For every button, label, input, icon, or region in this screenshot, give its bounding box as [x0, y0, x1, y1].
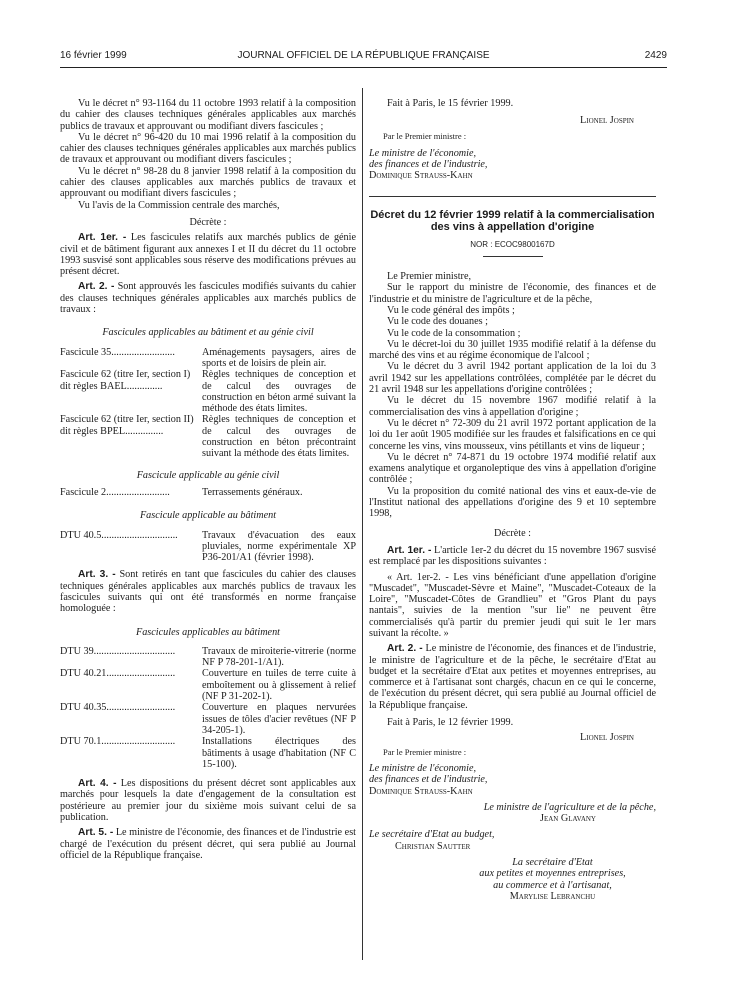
fascicule-list [60, 487, 356, 498]
visa-paragraph: Vu le code de la consommation ; [387, 327, 521, 339]
minister-title: Le secrétaire d'Etat au budget, [369, 829, 495, 841]
secretary-signature-block [369, 857, 656, 902]
fascicule-description: Couverture en plaques nervurées issues de tôles d'acier revêtues (NF P 34-205-1). [202, 702, 356, 736]
fascicule-row [60, 530, 356, 564]
fascicule-reference: DTU 70.1............................. [60, 736, 176, 748]
visa-paragraph: Vu le décret n° 93-1164 du 11 octobre 1993 relatif à la composition du cahier des clauses techniques générales applicables aux marchés publics de travaux et approuvant ou modifiant divers fascicules ; [60, 98, 356, 132]
fascicule-reference: Fascicule 62 (titre Ier, section II) dit règles BPEL............... [60, 414, 194, 437]
header-rule [60, 67, 667, 68]
fascicule-reference: DTU 40.21........................... [60, 668, 176, 680]
signature-name: Lionel Jospin [580, 115, 634, 127]
fascicule-description: Couverture en tuiles de terre cuite à emboîtement ou à glissement à relief (NF P 31-202-1). [202, 668, 356, 703]
fascicule-description: Travaux de miroiterie-vitrerie (norme NF P 78-201-1/A1). [202, 645, 356, 669]
section-title: Fascicule applicable au génie civil [136, 469, 280, 481]
article-1 [369, 545, 656, 568]
fascicule-reference: Fascicule 35......................... [60, 346, 175, 358]
article-label: Art. 2. - [387, 643, 423, 655]
minister-name: Dominique Strauss-Kahn [369, 170, 473, 182]
fascicule-description: Terrassements généraux. [202, 486, 303, 498]
article-2 [369, 643, 656, 711]
fascicule-description: Installations électriques des bâtiments à usage d'habitation (NF C 15-100). [202, 736, 356, 770]
fascicule-list [60, 530, 356, 564]
fascicule-reference: DTU 39................................ [60, 645, 176, 657]
article-text: Les dispositions du présent décret sont applicables aux marchés pour lesquels la date d'engagement de la consultation est postérieure au premier jour du sixième mois suivant celui de sa publication. [60, 778, 356, 824]
fascicule-row [60, 668, 356, 702]
minister-name: Dominique Strauss-Kahn [369, 785, 473, 797]
visa-paragraph: Vu le code des douanes ; [387, 316, 488, 328]
nor-reference: NOR : ECOC9800167D [470, 239, 555, 249]
fascicule-description: Aménagements paysagers, aires de sports et de loisirs de plein air. [202, 346, 356, 369]
article-text: Le ministre de l'économie, des finances et de l'industrie, le ministre de l'agriculture et de la pêche, le secrétaire d'Etat au budget et la secrétaire d'Etat aux petites et moyennes entreprises, au commerce et à l'artisanat sont chargés, chacun en ce qui le concerne, de l'exécution du présent décret, qui sera publié au Journal officiel de la République française. [369, 643, 656, 711]
fascicule-list [60, 646, 356, 770]
article-text: Sont retirés en tant que fascicules du cahier des clauses techniques générales applicables aux marchés publics de travaux les fascicules suivants qui ont été transformés en norme française homologuée : [60, 569, 356, 615]
par-le-premier-ministre: Par le Premier ministre : [383, 746, 467, 757]
article-1 [60, 232, 356, 277]
section-title: Fascicule applicable au bâtiment [139, 510, 277, 522]
visa-paragraph: Vu l'avis de la Commission centrale des marchés, [78, 199, 280, 211]
visa-paragraph: Vu le décret-loi du 30 juillet 1935 modifié relatif à la défense du marché des vins et au régime économique de l'alcool ; [369, 338, 656, 362]
article-1-quote: « Art. 1er-2. - Les vins bénéficiant d'une appellation d'origine "Muscadet", "Muscadet-Sèvre et Maine", "Muscadet-Coteaux de la Loire", "Muscadet-Côtes de Grandlieu" et "Gros Plant du pays nantais", suivies de la mention "sur lie" ne peuvent être commercialisés qu'à partir du premier jeudi qui suit le 1er mars suivant la récolte. » [369, 571, 656, 639]
fascicule-description: Règles techniques de conception et de calcul des ouvrages de construction en béton armé suivant la méthode des états limites. [202, 369, 356, 415]
article-4 [60, 778, 356, 823]
minister-title: Le ministre de l'agriculture et de la pêche, [483, 801, 656, 813]
decree-title: Décret du 12 février 1999 relatif à la commercialisation des vins à appellation d'origine [370, 208, 655, 233]
page-header [60, 50, 667, 64]
minister-name: Christian Sautter [395, 840, 471, 852]
decrete-heading: Décrète : [493, 527, 532, 539]
visa-paragraph: Vu le décret n° 72-309 du 21 avril 1972 portant application de la loi du 1er août 1905 modifiée sur les fraudes et falsifications en ce qui concerne les vins, vins mousseux, vins pétillants et vins de liqueur ; [369, 417, 656, 452]
minister-title: Le ministre de l'économie, [369, 762, 477, 774]
fascicule-reference: Fascicule 62 (titre Ier, section I) dit règles BAEL.............. [60, 369, 191, 392]
minister-name: Jean Glavany [539, 813, 596, 825]
fait-a-paris: Fait à Paris, le 12 février 1999. [387, 717, 514, 729]
article-2 [60, 281, 356, 315]
fascicule-row [60, 702, 356, 736]
short-separator [483, 256, 543, 257]
visa-paragraph: Sur le rapport du ministre de l'économie, des finances et de l'industrie et du ministre de l'agriculture et de la pêche, [369, 282, 656, 305]
decrete-heading: Décrète : [189, 216, 227, 228]
right-column [369, 98, 656, 902]
article-label: Art. 5. - [78, 827, 114, 839]
fascicule-reference: DTU 40.35........................... [60, 702, 176, 714]
minister-name: Marylise Lebranchu [509, 890, 596, 902]
visa-paragraph: Vu le décret du 3 avril 1942 portant application de la loi du 3 avril 1942 sur les appellations contrôlées, complétée par le décret du 21 avril 1948 sur les appellations d'origine contrôlées ; [369, 361, 656, 396]
fascicule-reference: DTU 40.5.............................. [60, 529, 178, 541]
minister-title: des finances et de l'industrie, [369, 774, 488, 786]
article-label: Art. 3. - [78, 569, 116, 581]
article-text: L'article 1er-2 du décret du 15 novembre 1967 susvisé est remplacé par les dispositions suivantes : [369, 544, 656, 568]
premier-ministre: Le Premier ministre, [387, 271, 472, 283]
article-text: Sont approuvés les fascicules modifiés suivants du cahier des clauses techniques générales applicables aux marchés publics de travaux : [60, 281, 356, 316]
minister-title: Le ministre de l'économie, [369, 147, 477, 159]
fascicule-row [60, 369, 356, 414]
fascicule-description: Règles techniques de conception et de calcul des ouvrages de construction en béton précontraint suivant la méthode des états limites. [202, 414, 356, 460]
article-3 [60, 569, 356, 614]
article-label: Art. 1er. - [78, 232, 127, 244]
signature-name: Lionel Jospin [580, 732, 634, 744]
section-separator [369, 196, 656, 197]
fait-a-paris: Fait à Paris, le 15 février 1999. [387, 98, 514, 109]
left-column [60, 98, 356, 861]
section-title: Fascicules applicables au bâtiment [135, 626, 280, 638]
fascicule-row [60, 646, 356, 669]
column-divider [362, 88, 363, 960]
visa-paragraph: Vu le décret du 15 novembre 1967 modifié relatif à la commercialisation des vins à appellation d'origine ; [369, 395, 656, 418]
visa-paragraph: Vu la proposition du comité national des vins et eaux-de-vie de l'Institut national des appellations d'origine des 9 et 10 septembre 1998, [369, 485, 656, 520]
article-text: Le ministre de l'économie, des finances et de l'industrie est chargé de l'exécution du présent décret, qui sera publié au Journal officiel de la République française. [60, 827, 356, 861]
minister-title: La secrétaire d'Etat [512, 857, 593, 869]
fascicule-row [60, 414, 356, 459]
header-page-number: 2429 [644, 50, 667, 61]
fascicule-row [60, 347, 356, 370]
header-date: 16 février 1999 [60, 50, 127, 61]
par-le-premier-ministre: Par le Premier ministre : [383, 130, 467, 141]
minister-title: au commerce et à l'artisanat, [493, 879, 612, 891]
visa-paragraph: Vu le décret n° 74-871 du 19 octobre 1974 modifié relatif aux examens analytique et organoleptique des vins à appellation d'origine contrôlée ; [369, 451, 656, 486]
fascicule-reference: Fascicule 2......................... [60, 486, 170, 498]
article-5 [60, 827, 356, 861]
fascicule-row [60, 487, 356, 498]
article-label: Art. 1er. - [387, 544, 432, 556]
article-label: Art. 4. - [78, 778, 117, 790]
fascicule-description: Travaux d'évacuation des eaux pluviales, norme expérimentale XP P36-201/A1 (février 1998). [202, 529, 356, 564]
article-text: Les fascicules relatifs aux marchés publics de génie civil et de bâtiment figurant aux annexes I et II du décret du 11 octobre 1993 susvisé sont applicables sous réserve des modifications prévues au présent décret. [60, 232, 357, 278]
fascicule-row [60, 736, 356, 770]
header-journal-title: JOURNAL OFFICIEL DE LA RÉPUBLIQUE FRANÇAISE [237, 50, 490, 61]
minister-title: aux petites et moyennes entreprises, [479, 868, 626, 880]
fascicule-list [60, 347, 356, 460]
minister-title: des finances et de l'industrie, [369, 159, 488, 171]
visa-paragraph: Vu le code général des impôts ; [387, 304, 515, 316]
section-title: Fascicules applicables au bâtiment et au génie civil [102, 327, 314, 339]
visa-paragraph: Vu le décret n° 96-420 du 10 mai 1996 relatif à la composition du cahier des clauses techniques générales applicables aux marchés publics de travaux et approuvant ou modifiant divers fascicules ; [60, 131, 356, 166]
article-label: Art. 2. - [78, 281, 115, 293]
visa-paragraph: Vu le décret n° 98-28 du 8 janvier 1998 relatif à la composition du cahier des clauses applicables aux marchés publics de travaux et approuvant ou modifiant divers fascicules ; [60, 165, 356, 200]
